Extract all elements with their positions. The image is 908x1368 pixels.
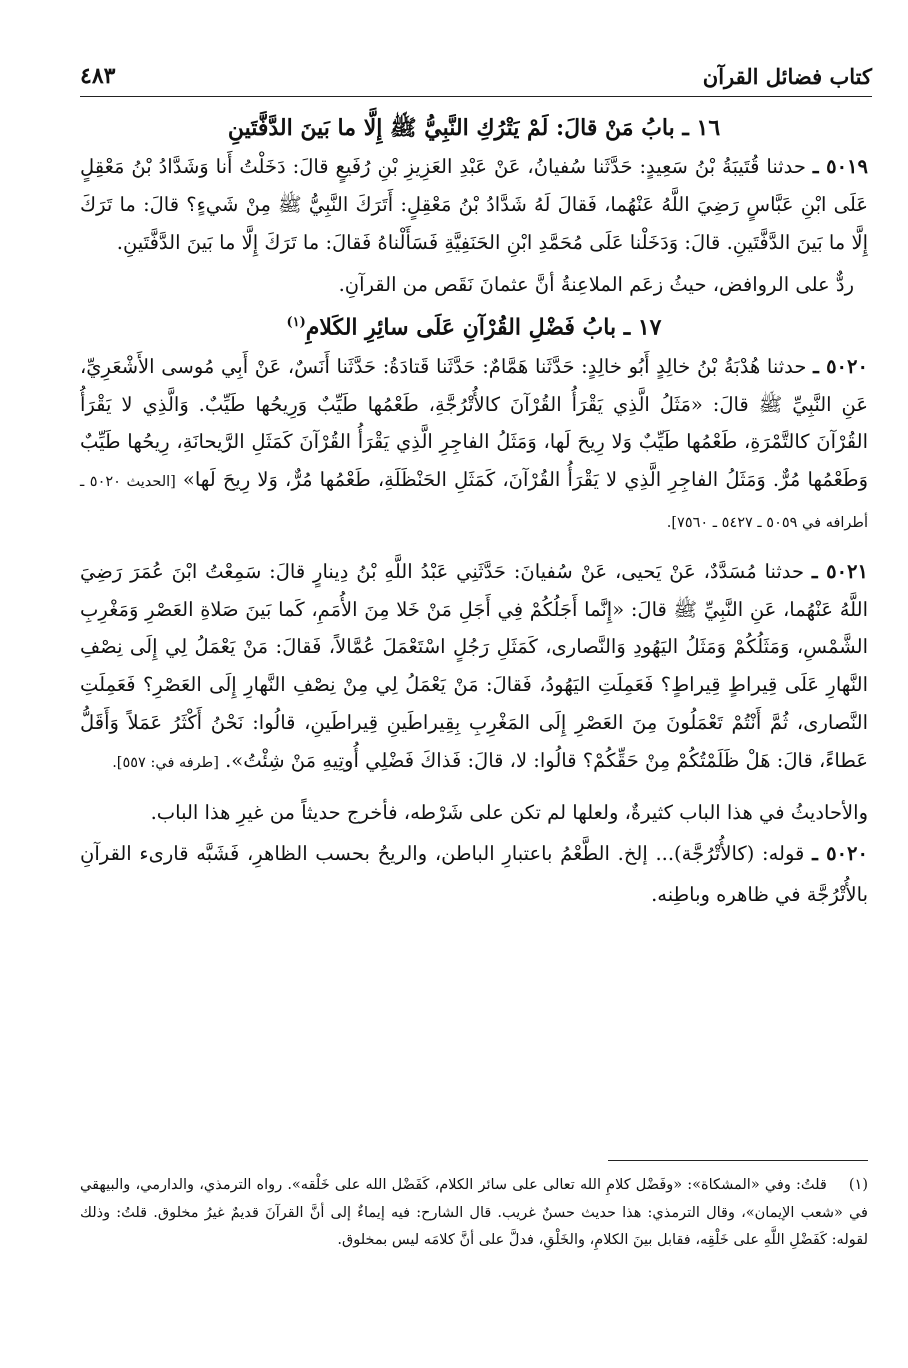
hadith-text: حدثنا هُدْبَةُ بْنُ خالِدٍ أَبُو خالِدٍ: حَدَّثَنا هَمَّامٌ: حَدَّثَنا قَتادَةُ: حَدَّثَنا أَنَسٌ، عَنْ أَبِي مُوسى الأَشْعَرِيِّ، عَنِ النَّبِيِّ ﷺ قالَ: «مَثَلُ الَّذِي يَقْرَأُ القُرْآنَ كالأُتْرُجَّةِ، طَعْمُها طَيِّبٌ وَرِيحُها طَيِّبٌ. وَالَّذِي لا يَقْرَأُ القُرْآنَ كالتَّمْرَةِ، طَعْمُها طَيِّبٌ وَلا رِيحَ لَها، وَمَثَلُ الفاجِرِ الَّذِي يَقْرَأُ القُرْآنَ كَمَثَلِ الرَّيحانَةِ، رِيحُها طَيِّبٌ وَطَعْمُها مُرٌّ. وَمَثَلُ الفاجِرِ الَّذِي لا يَقْرَأُ القُرْآنَ، كَمَثَلِ الحَنْظَلَةِ، طَعْمُها مُرٌّ، وَلا رِيحَ لَها»: [80, 354, 868, 492]
footnote-reference[interactable]: (١): [286, 315, 306, 331]
hadith-number: ٥٠٢٠ ـ: [813, 354, 868, 378]
spacer: [80, 782, 868, 792]
footnote-1: [80, 1172, 868, 1255]
page-header: [80, 56, 872, 97]
chapter-16-title: ١٦ ـ بابُ مَنْ قالَ: لَمْ يَتْرُكِ النَّبِيُّ ﷺ إِلَّا ما بَينَ الدَّفَّتَينِ: [227, 115, 721, 141]
hadith-text: حدثنا مُسَدَّدٌ، عَنْ يَحيى، عَنْ سُفيانَ: حَدَّثَنِي عَبْدُ اللَّهِ بْنُ دِينارٍ قالَ: سَمِعْتُ ابْنَ عُمَرَ رَضِيَ اللَّهُ عَنْهُما، عَنِ النَّبِيِّ ﷺ قالَ: «إِنَّما أَجَلُكُمْ فِي أَجَلِ مَنْ خَلا مِنَ الأُمَمِ، كَما بَينَ صَلاةِ العَصْرِ وَمَغْرِبِ الشَّمْسِ، وَمَثَلُكُمْ وَمَثَلُ اليَهُودِ وَالنَّصارى، كَمَثَلِ رَجُلٍ اسْتَعْمَلَ عُمَّالاً، فَقالَ: مَنْ يَعْمَلُ لِي إِلَى نِصْفِ النَّهارِ عَلَى قِيراطٍ قِيراطٍ؟ فَعَمِلَتِ اليَهُودُ، فَقالَ: مَنْ يَعْمَلُ لِي مِنْ نِصْفِ النَّهارِ إِلَى العَصْرِ؟ فَعَمِلَتِ النَّصارى، ثُمَّ أَنْتُمْ تَعْمَلُونَ مِنَ العَصْرِ إِلَى المَغْرِبِ بِقِيراطَينِ قِيراطَينِ، قالُوا: نَحْنُ أَكْثَرُ عَمَلاً وَأَقَلُّ عَطاءً، قالَ: هَلْ ظَلَمْتُكُمْ مِنْ حَقِّكُمْ؟ قالُوا: لا، قالَ: فَذاكَ فَضْلِي أُوتِيهِ مَنْ شِئْتُ».: [80, 559, 868, 772]
chapter-17-title: ١٧ ـ بابُ فَضْلِ القُرْآنِ عَلَى سائِرِ الكَلامِ: [305, 314, 662, 341]
main-text: [80, 108, 868, 915]
commentary-rawafid: ردٌّ على الروافض، حيثُ زعَم الملاعِنةُ أنَّ عثمانَ نَقَص من القرآنِ.: [338, 273, 854, 297]
hadith-number: ٥٠١٩ ـ: [812, 155, 868, 178]
hadith-5019: [80, 148, 868, 261]
hadith-5021: [80, 553, 868, 783]
commentary-number: ٥٠٢٠ ـ: [812, 842, 868, 866]
hadith-source-reference: [طرفه في: ٥٥٧].: [112, 754, 219, 771]
hadith-number: ٥٠٢١ ـ: [811, 559, 868, 583]
spacer: [80, 543, 868, 553]
page-number: ٤٨٣: [80, 63, 116, 89]
hadith-5020: [80, 348, 868, 543]
commentary-text: قوله: (كالأُتْرُجَّة)... إلخ. الطَّعْمُ باعتبارِ الباطن، والريحُ بحسب الظاهرِ، فَشَبَّه قارىء القرآنِ بالأُتْرُجَّة في ظاهره وباطِنه.: [80, 842, 868, 907]
hadith-text: حدثنا قُتَيبَةُ بْنُ سَعِيدٍ: حَدَّثَنا سُفيانُ، عَنْ عَبْدِ العَزِيزِ بْنِ رُفَيعٍ قالَ: دَخَلْتُ أَنا وَشَدَّادُ بْنُ مَعْقِلٍ عَلَى ابْنِ عَبَّاسٍ رَضِيَ اللَّهُ عَنْهُما، فَقالَ لَهُ شَدَّادُ بْنُ مَعْقِلٍ: أَتَرَكَ النَّبِيُّ ﷺ مِنْ شَيءٍ؟ قالَ: ما تَرَكَ إِلَّا ما بَينَ الدَّفَّتَينِ. قالَ: وَدَخَلْنا عَلَى مُحَمَّدِ ابْنِ الحَنَفِيَّةِ فَسَأَلْناهُ فَقالَ: ما تَرَكَ إِلَّا ما بَينَ الدَّفَّتَينِ.: [80, 155, 868, 254]
chapter-17-heading: [80, 303, 868, 347]
footnote-divider: [608, 1160, 868, 1161]
commentary-5020: [80, 833, 868, 915]
footnote-text: قلتُ: وفي «المشكاة»: «وفَضْل كلامِ الله تعالى على سائر الكلام، كَفَضْل الله على خَلْقه». رواه الترمذي، والدارمي، والبيهقي في «شعب الإيمان»، وقال الترمذي: هذا حديث حسنٌ غريب. قال الشارح: فيه إيماءٌ إلى أنَّ القرآنَ قديمٌ غيرُ مخلوق. قلتُ: وذلك لقوله: كَفَضْلِ اللَّهِ على خَلْقِه، فقابل بينَ الكلامِ، والخَلْقِ، فدلَّ على أنَّ كلامَه ليس بمخلوق.: [80, 1177, 868, 1248]
book-title: كتاب فضائل القرآن: [702, 63, 872, 89]
commentary-ahadith: والأحاديثُ في هذا الباب كثيرةٌ، ولعلها لم تكن على شَرْطه، فأخرج حديثاً من غيرِ هذا الباب.: [150, 801, 868, 825]
chapter-16-heading: [80, 108, 868, 148]
footnote-marker: (١): [848, 1177, 868, 1193]
hadith-source-reference: [الحديث ٥٠٢٠ ـ أطرافه في ٥٠٥٩ ـ ٥٤٢٧ ـ ٧٥٦٠].: [80, 474, 868, 531]
